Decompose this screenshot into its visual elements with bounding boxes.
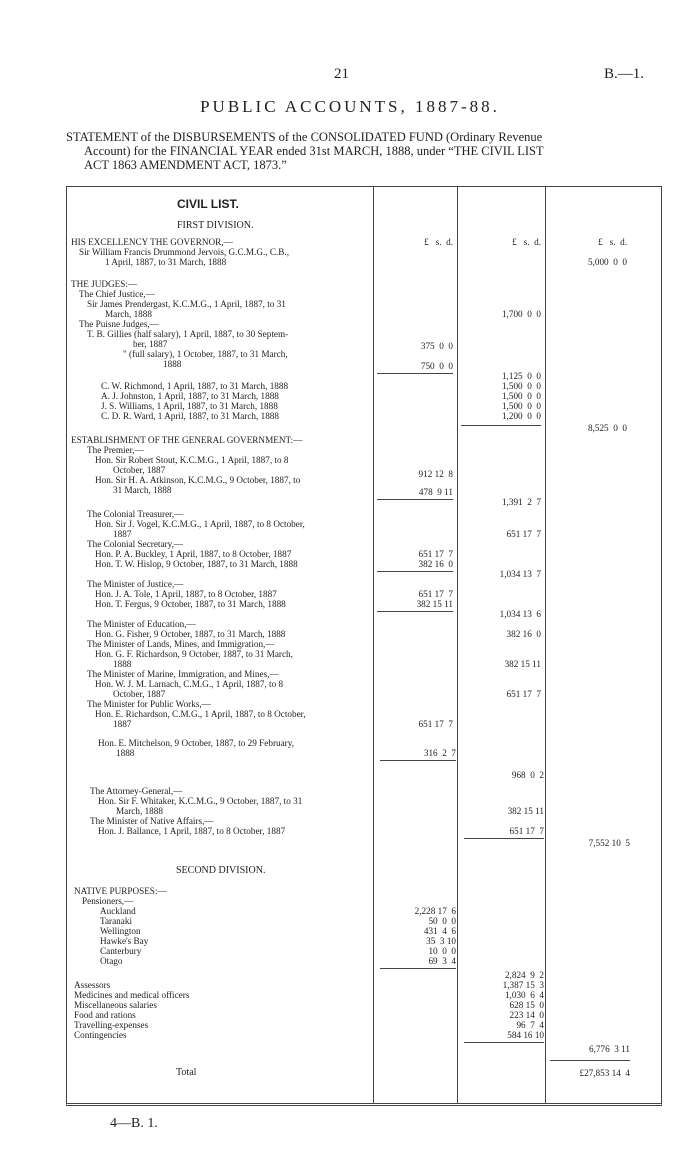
amount-cell: 1,500 0 0 <box>501 401 541 411</box>
table-row: Pensioners,— <box>82 896 134 906</box>
subtotal-rule <box>377 499 453 500</box>
amount-cell: 5,000 0 0 <box>587 257 627 267</box>
table-row: The Colonial Secretary,— <box>87 539 184 549</box>
statement-line: ACT 1863 AMENDMENT ACT, 1873.” <box>84 158 287 172</box>
amount-cell: 50 0 0 <box>428 916 456 926</box>
pensioner-row: Canterbury <box>100 946 142 956</box>
table-row: 31 March, 1888 <box>113 485 172 495</box>
native-row: Travelling-expenses <box>74 1020 149 1030</box>
document-reference: B.—1. <box>603 66 644 82</box>
amount-cell: 223 14 0 <box>509 1010 544 1020</box>
total-amount: £27,853 14 4 <box>579 1068 630 1078</box>
amount-cell: 2,824 9 2 <box>504 970 544 980</box>
pensioner-row: Taranaki <box>100 916 133 926</box>
amount-cell: 1,125 0 0 <box>501 371 541 381</box>
amount-cell: 69 3 4 <box>428 956 456 966</box>
table-row: The Premier,— <box>87 445 144 455</box>
amount-cell: 912 12 8 <box>418 469 453 479</box>
table-row: 1888 <box>116 748 135 758</box>
table-row: Hon. G. F. Richardson, 9 October, 1887, to 31 March, <box>95 649 293 659</box>
table-row: Hon. Sir J. Vogel, K.C.M.G., 1 April, 1887, to 8 October, <box>95 519 305 529</box>
subtotal-rule <box>377 611 453 612</box>
amount-cell: 968 0 2 <box>511 770 544 780</box>
amount-cell: 651 17 7 <box>418 549 453 559</box>
page-number: 21 <box>334 66 349 82</box>
table-row: Hon. T. Fergus, 9 October, 1887, to 31 March, 1888 <box>95 599 286 609</box>
table-row: Hon. Sir F. Whitaker, K.C.M.G., 9 October, 1887, to 31 <box>98 796 303 806</box>
amount-cell: 1,200 0 0 <box>501 411 541 421</box>
currency-header: £ s. d. <box>512 237 541 247</box>
table-row: The Attorney-General,— <box>90 786 183 796</box>
table-row: J. S. Williams, 1 April, 1887, to 31 March, 1888 <box>101 401 278 411</box>
pensioner-row: Wellington <box>100 926 141 936</box>
table-row: Hon. E. Mitchelson, 9 October, 1887, to 29 February, <box>98 738 295 748</box>
amount-cell: 382 15 11 <box>416 599 453 609</box>
amount-cell: 651 17 7 <box>418 719 453 729</box>
table-row: 1888 <box>163 359 182 369</box>
native-row: Assessors <box>74 980 111 990</box>
column-divider <box>545 187 546 1103</box>
amount-cell: 651 17 7 <box>509 826 544 836</box>
table-row: ber, 1887 <box>133 339 168 349</box>
amount-cell: 382 16 0 <box>506 629 541 639</box>
subtotal-rule <box>377 373 453 374</box>
table-row: Hon. E. Richardson, C.M.G., 1 April, 1887, to 8 October, <box>95 709 306 719</box>
amount-cell: 651 17 7 <box>506 689 541 699</box>
amount-cell: 1,500 0 0 <box>501 391 541 401</box>
amount-cell: 382 15 11 <box>507 806 544 816</box>
section-judges: THE JUDGES:— <box>71 279 138 289</box>
table-row: 1887 <box>113 719 132 729</box>
table-row: The Minister of Native Affairs,— <box>90 816 214 826</box>
table-row: Hon. T. W. Hislop, 9 October, 1887, to 31 March, 1888 <box>95 559 298 569</box>
amount-cell: 628 15 0 <box>509 1000 544 1010</box>
table-row: The Minister of Education,— <box>87 619 196 629</box>
table-row: The Colonial Treasurer,— <box>87 509 184 519</box>
table-row: " (full salary), 1 October, 1887, to 31 March, <box>123 349 288 359</box>
amount-cell: 35 3 10 <box>426 936 456 946</box>
total-label: Total <box>176 1067 197 1078</box>
amount-cell: 2,228 17 6 <box>414 906 456 916</box>
subtotal-rule <box>461 425 541 426</box>
table-row: C. D. R. Ward, 1 April, 1887, to 31 March, 1888 <box>101 411 279 421</box>
amount-cell: 8,525 0 0 <box>587 423 627 433</box>
table-row: C. W. Richmond, 1 April, 1887, to 31 March, 1888 <box>101 381 289 391</box>
table-row: T. B. Gillies (half salary), 1 April, 1887, to 30 Septem- <box>87 329 289 339</box>
amount-cell: 1,034 13 6 <box>499 609 541 619</box>
page-title: PUBLIC ACCOUNTS, 1887-88. <box>200 97 500 116</box>
statement-line: STATEMENT of the DISBURSEMENTS of the CONSOLIDATED FUND (Ordinary Revenue <box>66 130 543 144</box>
table-row: Sir James Prendergast, K.C.M.G., 1 April, 1887, to 31 <box>87 299 286 309</box>
second-division-heading: SECOND DIVISION. <box>176 865 266 876</box>
amount-cell: 651 17 7 <box>418 589 453 599</box>
amount-cell: 1,391 2 7 <box>501 497 541 507</box>
table-row: Hon. P. A. Buckley, 1 April, 1887, to 8 October, 1887 <box>95 549 292 559</box>
currency-header: £ s. d. <box>598 237 627 247</box>
civil-list-table <box>66 186 662 1106</box>
amount-cell: 1,500 0 0 <box>501 381 541 391</box>
column-divider <box>457 187 458 1103</box>
amount-cell: 431 4 6 <box>423 926 456 936</box>
pensioner-row: Hawke's Bay <box>100 936 149 946</box>
table-row: October, 1887 <box>113 689 166 699</box>
amount-cell: 10 0 0 <box>428 946 456 956</box>
amount-cell: 1,700 0 0 <box>501 309 541 319</box>
table-row: Sir William Francis Drummond Jervois, G.C.M.G., C.B., <box>79 247 290 257</box>
subtotal-rule <box>377 571 453 572</box>
amount-cell: 651 17 7 <box>506 529 541 539</box>
table-row: March, 1888 <box>116 806 163 816</box>
amount-cell: 375 0 0 <box>420 341 453 351</box>
native-row: Food and rations <box>74 1010 136 1020</box>
section-governor: HIS EXCELLENCY THE GOVERNOR,— <box>71 237 233 247</box>
statement-line: Account) for the FINANCIAL YEAR ended 31st MARCH, 1888, under “THE CIVIL LIST <box>84 144 544 158</box>
table-row: Hon. Sir Robert Stout, K.C.M.G., 1 April, 1887, to 8 <box>95 455 289 465</box>
amount-cell: 584 16 10 <box>507 1030 544 1040</box>
table-row: Hon. J. A. Tole, 1 April, 1887, to 8 October, 1887 <box>95 589 277 599</box>
native-row: Miscellaneous salaries <box>74 1000 157 1010</box>
table-row: 1887 <box>113 529 132 539</box>
currency-header: £ s. d. <box>424 237 453 247</box>
table-row: Hon. J. Ballance, 1 April, 1887, to 8 October, 1887 <box>98 826 286 836</box>
amount-cell: 1,030 6 4 <box>504 990 544 1000</box>
section-native-purposes: NATIVE PURPOSES:— <box>74 886 167 896</box>
table-row: October, 1887 <box>113 465 166 475</box>
table-heading: CIVIL LIST. <box>177 197 239 211</box>
table-row: Hon. G. Fisher, 9 October, 1887, to 31 March, 1888 <box>95 629 286 639</box>
table-row: March, 1888 <box>105 309 152 319</box>
table-row: A. J. Johnston, 1 April, 1887, to 31 March, 1888 <box>101 391 279 401</box>
table-row: The Puisne Judges,— <box>79 319 159 329</box>
table-row: 1 April, 1887, to 31 March, 1888 <box>105 257 227 267</box>
footer-reference: 4—B. 1. <box>110 1116 158 1131</box>
statement-heading <box>66 130 666 172</box>
amount-cell: 478 9 11 <box>418 487 453 497</box>
pensioner-row: Otago <box>100 956 123 966</box>
table-row: The Minister of Marine, Immigration, and Mines,— <box>87 669 279 679</box>
table-row: Hon. Sir H. A. Atkinson, K.C.M.G., 9 October, 1887, to <box>95 475 301 485</box>
amount-cell: 7,552 10 5 <box>588 838 630 848</box>
pensioner-row: Auckland <box>100 906 136 916</box>
section-establishment: ESTABLISHMENT OF THE GENERAL GOVERNMENT:— <box>71 435 303 445</box>
amount-cell: 316 2 7 <box>423 748 456 758</box>
table-row: The Minister of Justice,— <box>87 579 184 589</box>
table-row: The Minister for Public Works,— <box>87 699 211 709</box>
table-row: The Minister of Lands, Mines, and Immigration,— <box>87 639 275 649</box>
native-row: Medicines and medical officers <box>74 990 190 1000</box>
table-row: Hon. W. J. M. Larnach, C.M.G., 1 April, 1887, to 8 <box>95 679 284 689</box>
amount-cell: 382 15 11 <box>504 659 541 669</box>
amount-cell: 1,387 15 3 <box>502 980 544 990</box>
table-row: The Chief Justice,— <box>79 289 155 299</box>
first-division-heading: FIRST DIVISION. <box>177 220 254 231</box>
amount-cell: 750 0 0 <box>420 361 453 371</box>
amount-cell: 382 16 0 <box>418 559 453 569</box>
amount-cell: 6,776 3 11 <box>588 1044 630 1054</box>
amount-cell: 1,034 13 7 <box>499 569 541 579</box>
table-row: 1888 <box>113 659 132 669</box>
amount-cell: 96 7 4 <box>516 1020 544 1030</box>
native-row: Contingencies <box>74 1030 127 1040</box>
